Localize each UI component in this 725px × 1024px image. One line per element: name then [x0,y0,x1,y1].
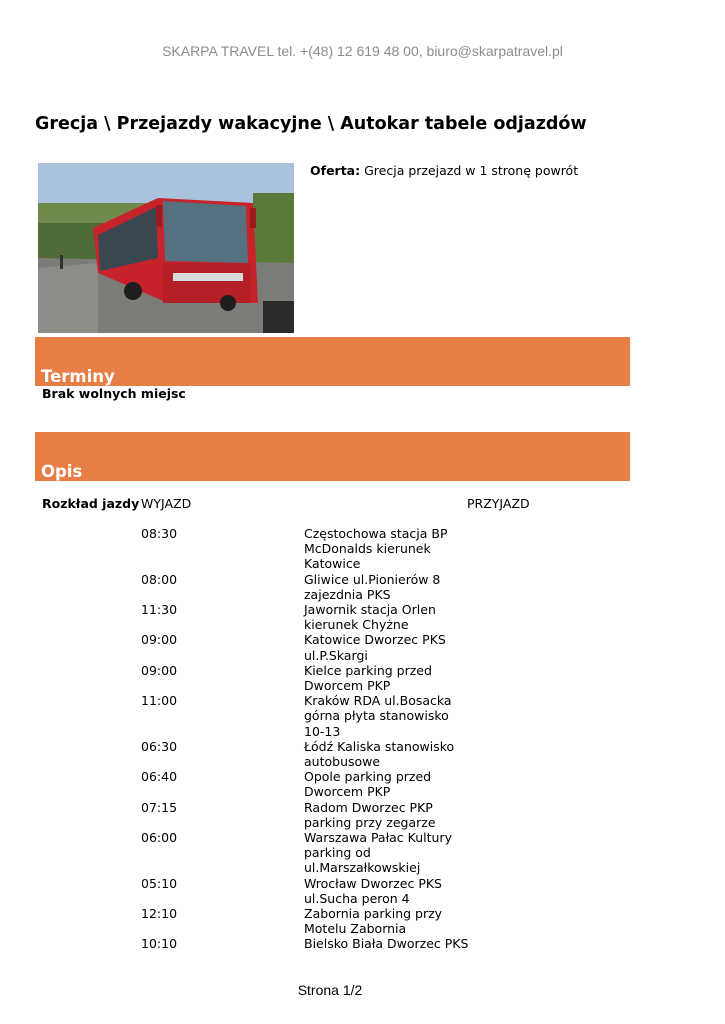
departure-place: Częstochowa stacja BP McDonalds kierunek Katowice [304,526,448,572]
bus-photo [38,163,294,333]
departure-time: 05:10 [141,875,178,891]
opis-section-bar [35,432,630,481]
departure-time: 08:00 [141,571,178,587]
departure-place: Zabornia parking przy Motelu Zabornia [304,906,443,937]
departure-time: 10:10 [141,936,178,952]
departure-time: 07:15 [141,799,178,815]
departure-place: Kraków RDA ul.Bosacka górna płyta stanowisko 10-13 [304,693,452,739]
schedule-row [141,876,471,906]
schedule-row [141,526,471,572]
page-title: Grecja \ Przejazdy wakacyjne \ Autokar tabele odjazdów [35,114,587,134]
departure-place: Kielce parking przed Dworcem PKP [304,662,432,694]
schedule-row [141,906,471,936]
schedule-row [141,936,471,951]
departure-time: 11:30 [141,602,178,618]
schedule-row [141,602,471,632]
departure-time: 06:30 [141,738,178,754]
departure-time: 11:00 [141,693,178,709]
schedule-row [141,632,471,662]
offer-line [310,163,578,178]
departure-place: Katowice Dworzec PKS ul.P.Skargi [304,632,446,663]
departure-time: 06:00 [141,830,178,846]
departure-place: Łódź Kaliska stanowisko autobusowe [304,738,455,770]
departure-time: 09:00 [141,632,178,648]
schedule-row [141,830,471,876]
offer-label: Oferta: [310,163,361,178]
departure-place: Wrocław Dworzec PKS ul.Sucha peron 4 [304,875,442,906]
opis-heading: Opis [41,462,83,481]
schedule-header [42,496,632,512]
departure-place: Warszawa Pałac Kultury parking od ul.Marszałkowskiej [304,830,452,876]
departure-place: Radom Dworzec PKP parking przy zegarze [304,799,436,830]
availability-status: Brak wolnych miejsc [42,386,186,401]
schedule-label: Rozkład jazdy [42,496,140,511]
page-number: Strona 1/2 [297,982,363,998]
schedule-row [141,739,471,769]
schedule-row [141,663,471,693]
schedule-row [141,800,471,830]
departure-place: Bielsko Biała Dworzec PKS [304,936,469,952]
schedule-table [141,526,471,952]
departure-place: Gliwice ul.Pionierów 8 zajezdnia PKS [304,571,441,602]
departure-place: Jawornik stacja Orlen kierunek Chyżne [304,602,436,633]
offer-text: Grecja przejazd w 1 stronę powrót [364,163,579,178]
departure-place: Opole parking przed Dworcem PKP [304,769,432,800]
departure-time: 09:00 [141,662,178,678]
schedule-row [141,769,471,799]
arrival-column-header: PRZYJAZD [467,496,530,511]
departure-time: 08:30 [141,526,178,541]
schedule-row [141,693,471,739]
schedule-row [141,572,471,602]
departure-column-header: WYJAZD [141,496,192,511]
terminy-section-bar [35,337,630,386]
departure-time: 06:40 [141,769,178,785]
header-contact: SKARPA TRAVEL tel. +(48) 12 619 48 00, biuro@skarpatravel.pl [162,43,563,59]
terminy-heading: Terminy [41,367,115,386]
departure-time: 12:10 [141,906,178,922]
